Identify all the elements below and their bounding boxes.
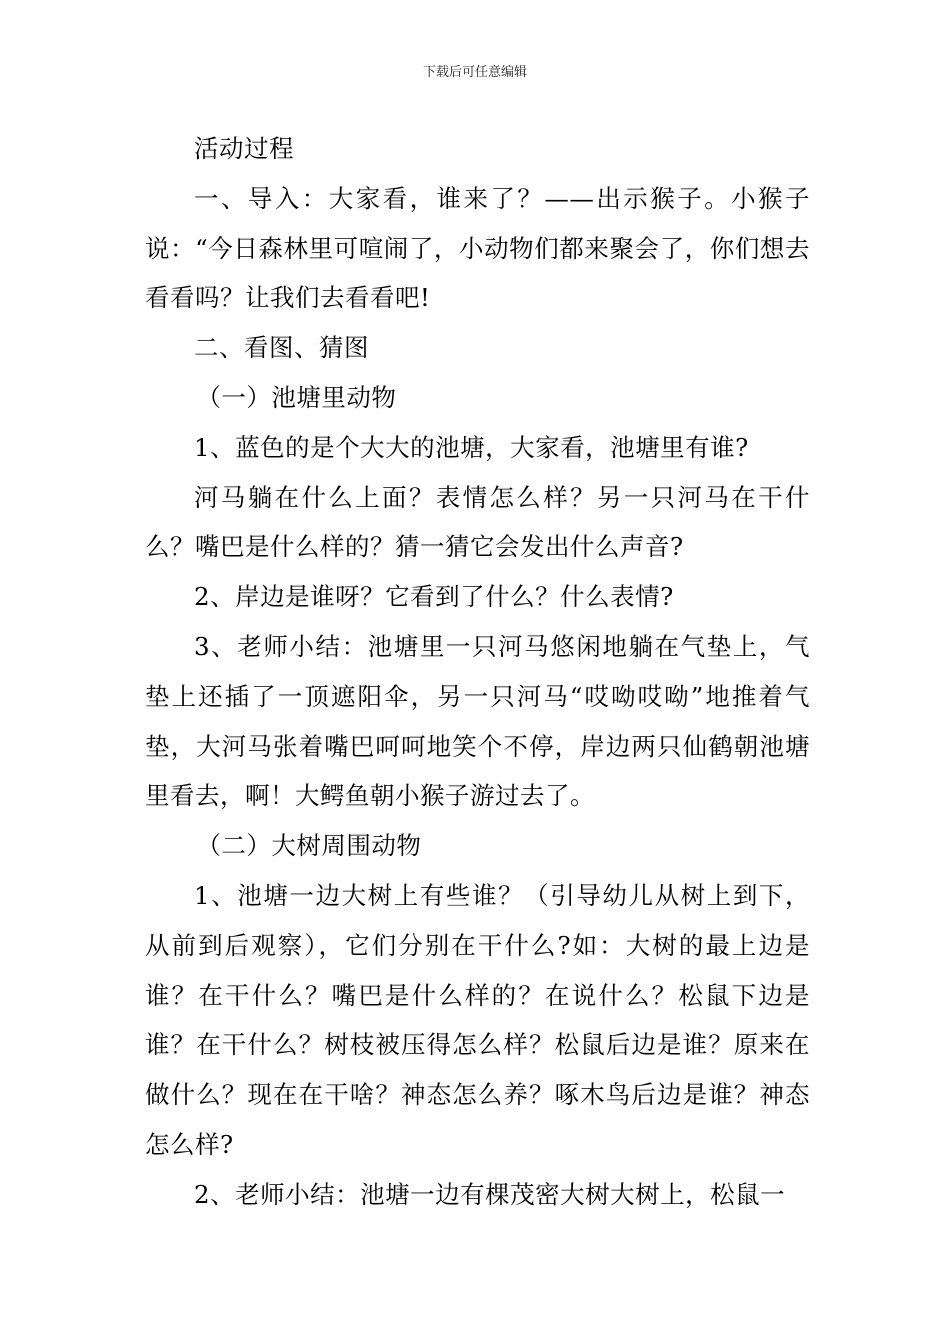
- paragraph-teacher-summary-tree: 2、老师小结：池塘一边有棵茂密大树大树上，松鼠一: [194, 1179, 786, 1209]
- paragraph-pond-question: 1、蓝色的是个大大的池塘，大家看，池塘里有谁?: [194, 432, 749, 462]
- paragraph-shore-question: 2、岸边是谁呀？它看到了什么？什么表情?: [194, 582, 674, 612]
- paragraph-hippo-questions: 河马躺在什么上面？表情怎么样？另一只河马在干什么？嘴巴是什么样的？猜一猜它会发出什么声音?: [145, 482, 810, 562]
- paragraph-tree-questions: 1、池塘一边大树上有些谁？（引导幼儿从树上到下，从前到后观察），它们分别在干什么?如：大树的最上边是谁？在干什么？嘴巴是什么样的？在说什么？松鼠下边是谁？在干什么？树枝被压得怎么样？松鼠后边是谁？原来在做什么？现在在干啥？神态怎么养？啄木鸟后边是谁？神态怎么样?: [145, 880, 810, 1159]
- subheading-tree-animals: （二）大树周围动物: [196, 831, 422, 861]
- section-heading-look-guess: 二、看图、猜图: [194, 333, 369, 363]
- subheading-pond-animals: （一）池塘里动物: [196, 382, 397, 412]
- section-title-activity-process: 活动过程: [194, 134, 294, 163]
- page-header-note: 下载后可任意编辑: [422, 65, 527, 80]
- paragraph-teacher-summary-pond: 3、老师小结：池塘里一只河马悠闲地躺在气垫上，气垫上还插了一顶遮阳伞，另一只河马“哎呦哎呦”地推着气垫，大河马张着嘴巴呵呵地笑个不停，岸边两只仙鹤朝池塘里看去，啊！大鳄鱼朝小猴子游过去了。: [145, 631, 810, 811]
- paragraph-introduction: 一、导入：大家看，谁来了？——出示猴子。小猴子说：“今日森林里可喧闹了，小动物们都来聚会了，你们想去看看吗？让我们去看看吧!: [145, 183, 810, 313]
- document-body: [145, 124, 810, 1220]
